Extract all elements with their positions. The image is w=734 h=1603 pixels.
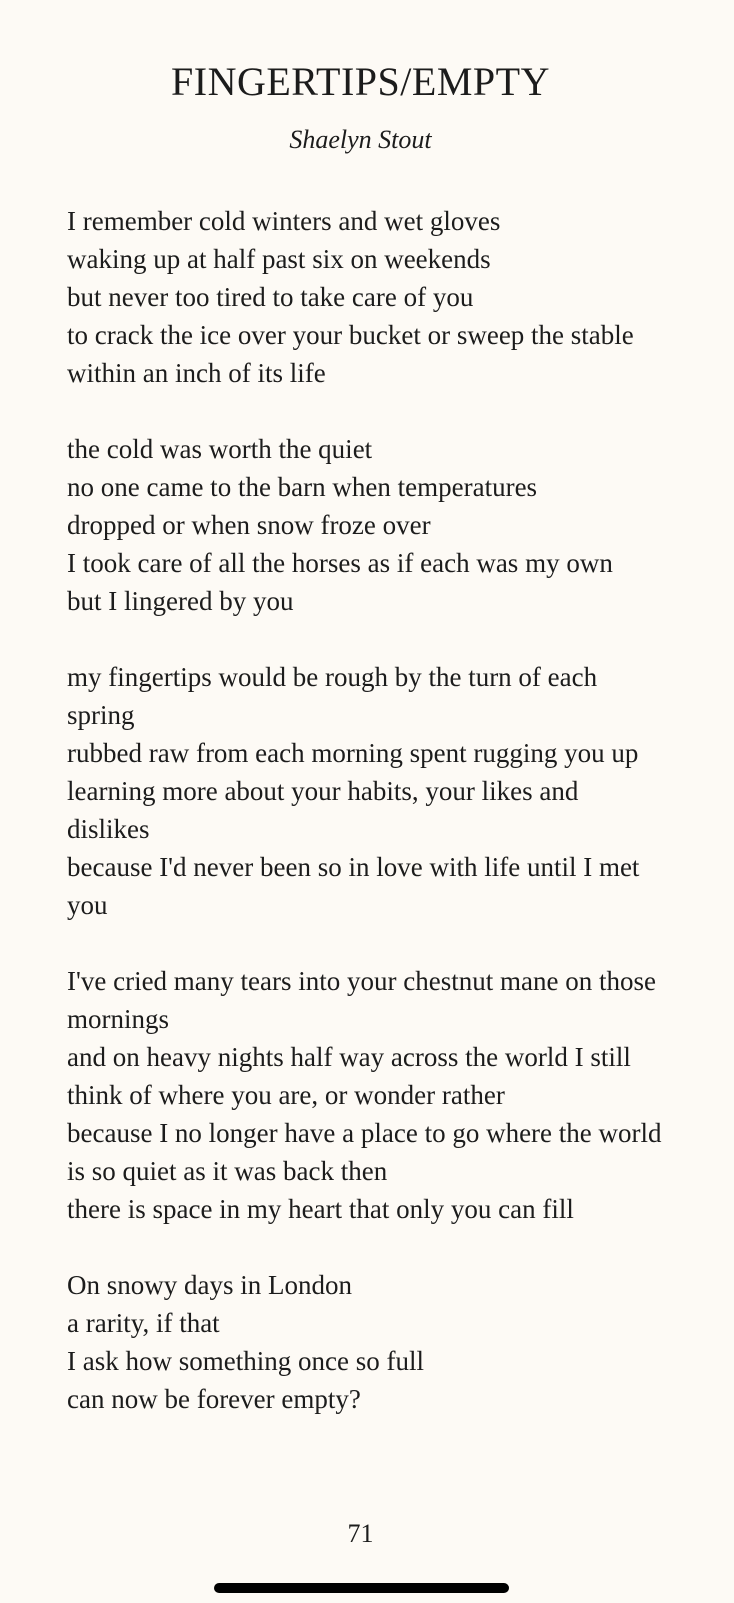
poem-author: Shaelyn Stout [289, 125, 432, 154]
poem-line: I remember cold winters and wet gloves [67, 206, 501, 236]
page-number: 71 [347, 1519, 374, 1548]
poem-line: rubbed raw from each morning spent rugging you up [67, 738, 639, 768]
poem-line: the cold was worth the quiet [67, 434, 373, 464]
poem-title: FINGERTIPS/EMPTY [171, 59, 550, 104]
poem-line: my fingertips would be rough by the turn of each spring [67, 662, 598, 730]
stanza-5 [67, 1266, 667, 1418]
poem-line: because I'd never been so in love with life until I met you [67, 852, 640, 920]
stanza-1 [67, 202, 667, 392]
poem-line: within an inch of its life [67, 358, 326, 388]
home-indicator-bar[interactable] [214, 1583, 509, 1593]
poem-line: waking up at half past six on weekends [67, 244, 491, 274]
poem-line: dropped or when snow froze over [67, 510, 431, 540]
poem-line: a rarity, if that [67, 1308, 220, 1338]
poem-line: On snowy days in London [67, 1270, 352, 1300]
poem-line: because I no longer have a place to go where the world is so quiet as it was back then [67, 1118, 662, 1186]
poem-line: I've cried many tears into your chestnut mane on those mornings [67, 966, 656, 1034]
poem-line: there is space in my heart that only you can fill [67, 1194, 574, 1224]
poem-line: no one came to the barn when temperatures [67, 472, 538, 502]
poem-body [67, 202, 667, 1456]
poem-line: can now be forever empty? [67, 1384, 361, 1414]
poem-line: to crack the ice over your bucket or sweep the stable [67, 320, 634, 350]
poem-line: but never too tired to take care of you [67, 282, 474, 312]
poem-line: but I lingered by you [67, 586, 294, 616]
stanza-2 [67, 430, 667, 620]
poem-line: learning more about your habits, your likes and dislikes [67, 776, 579, 844]
poem-line: I took care of all the horses as if each was my own [67, 548, 613, 578]
stanza-3 [67, 658, 667, 924]
poem-line: and on heavy nights half way across the world I still think of where you are, or wonder rather [67, 1042, 631, 1110]
stanza-4 [67, 962, 667, 1228]
poem-line: I ask how something once so full [67, 1346, 424, 1376]
